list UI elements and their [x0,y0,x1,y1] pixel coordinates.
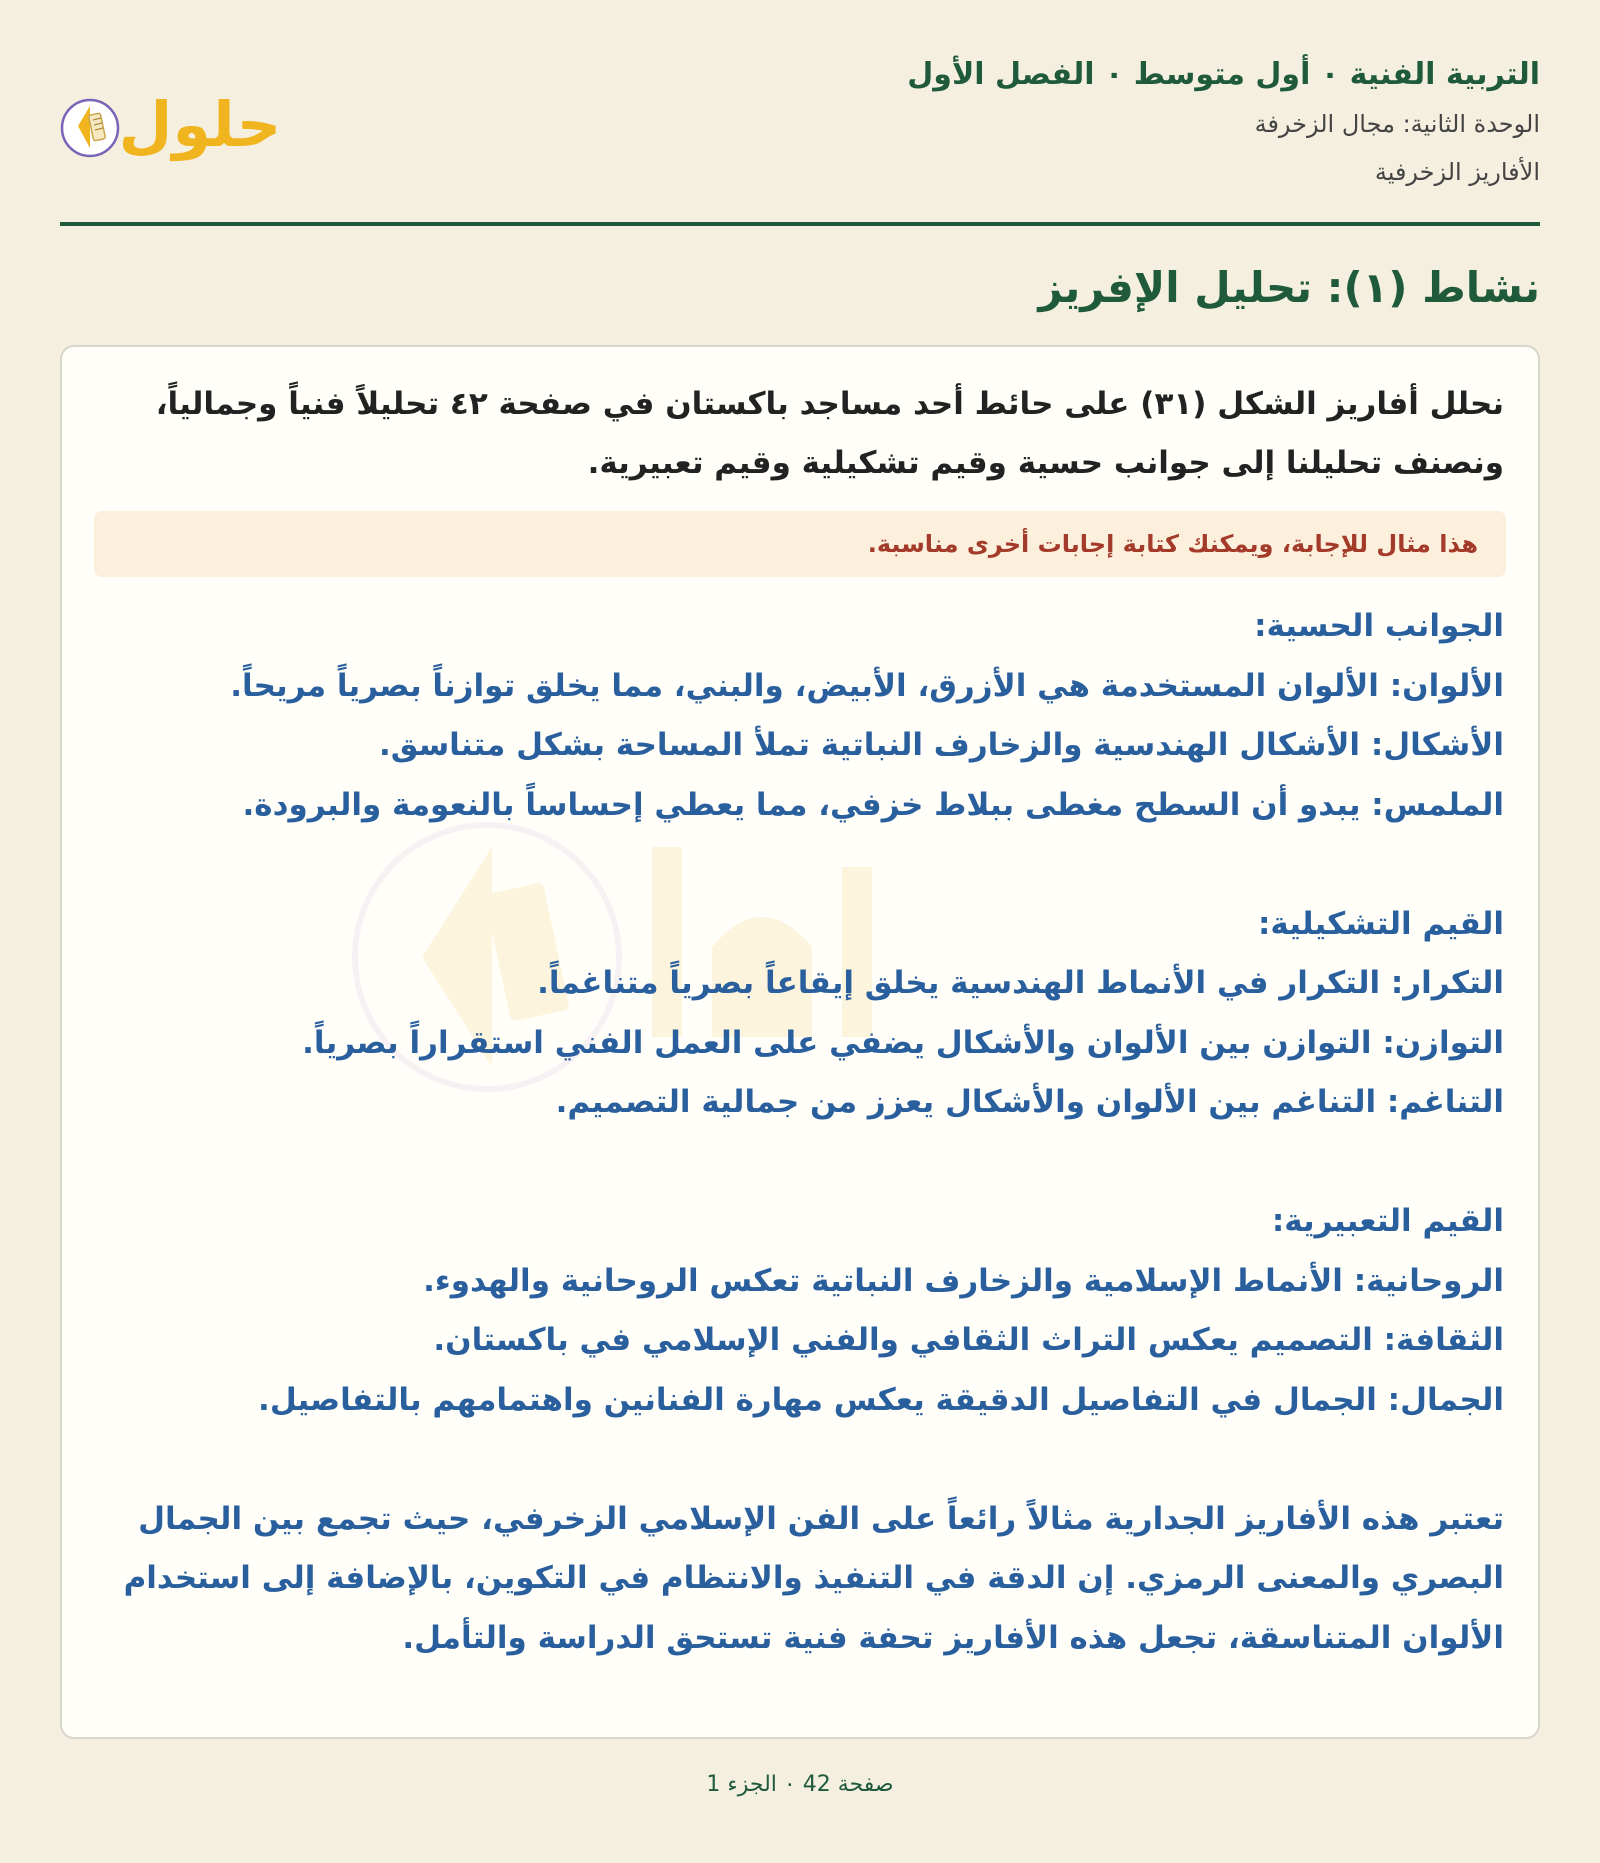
question-text: نحلل أفاريز الشكل (٣١) على حائط أحد مساجد باكستان في صفحة ٤٢ تحليلاً فنياً وجمالياً، ونصنف تحليلنا إلى جوانب حسية وقيم تشكيلية وقيم تعبيرية. [155,386,1504,481]
header-text [907,50,1540,196]
answer-card [60,345,1540,1739]
answer-line: الروحانية: الأنماط الإسلامية والزخارف النباتية تعكس الروحانية والهدوء. [423,1262,1504,1299]
section-heading-expressive: القيم التعبيرية: [1271,1203,1504,1239]
hulul-logo [60,70,290,170]
page-header [60,50,1540,226]
section-heading-formal: القيم التشكيلية: [1258,905,1504,942]
logo-text: حلول [118,88,282,161]
card-content [62,347,1538,1668]
answer-body [94,597,1506,1668]
answer-line: التكرار: التكرار في الأنماط الهندسية يخلق إيقاعاً بصرياً متناغماً. [537,965,1504,1001]
section-heading-sensory: الجوانب الحسية: [1254,608,1504,644]
answer-line: الجمال: الجمال في التفاصيل الدقيقة يعكس مهارة الفنانين واهتمامهم بالتفاصيل. [258,1381,1504,1418]
answer-note: هذا مثال للإجابة، ويمكنك كتابة إجابات أخرى مناسبة. [94,511,1506,577]
answer-line: الألوان: الألوان المستخدمة هي الأزرق، الأبيض، والبني، مما يخلق توازناً بصرياً مريحاً. [230,667,1504,704]
lesson-title: الأفاريز الزخرفية [1374,158,1540,186]
answer-line: التوازن: التوازن بين الألوان والأشكال يضفي على العمل الفني استقراراً بصرياً. [302,1024,1504,1061]
activity-title: نشاط (١): تحليل الإفريز [1038,263,1540,312]
answer-line: الثقافة: التصميم يعكس التراث الثقافي والفني الإسلامي في باكستان. [433,1322,1504,1358]
unit-title: الوحدة الثانية: مجال الزخرفة [1254,110,1540,138]
book-icon [62,100,118,156]
answer-line: التناغم: التناغم بين الألوان والأشكال يعزز من جمالية التصميم. [555,1084,1504,1120]
answer-line: الملمس: يبدو أن السطح مغطى ببلاط خزفي، مما يعطي إحساساً بالنعومة والبرودة. [242,786,1504,823]
course-title: التربية الفنية ٠ أول متوسط ٠ الفصل الأول [907,57,1540,92]
page-footer: صفحة 42 ٠ الجزء 1 [706,1772,894,1797]
conclusion-text: تعتبر هذه الأفاريز الجدارية مثالاً رائعاً على الفن الإسلامي الزخرفي، حيث تجمع بين الجمال البصري والمعنى الرمزي. إن الدقة في التنفيذ والانتظام في التكوين، بالإضافة إلى استخدام الألوان المتناسقة، تجعل هذه الأفاريز تحفة فنية تستحق الدراسة والتأمل. [123,1500,1504,1656]
section-spacer [96,1430,1504,1490]
section-spacer [96,1133,1504,1193]
answer-line: الأشكال: الأشكال الهندسية والزخارف النباتية تملأ المساحة بشكل متناسق. [378,727,1504,763]
section-spacer [96,835,1504,895]
